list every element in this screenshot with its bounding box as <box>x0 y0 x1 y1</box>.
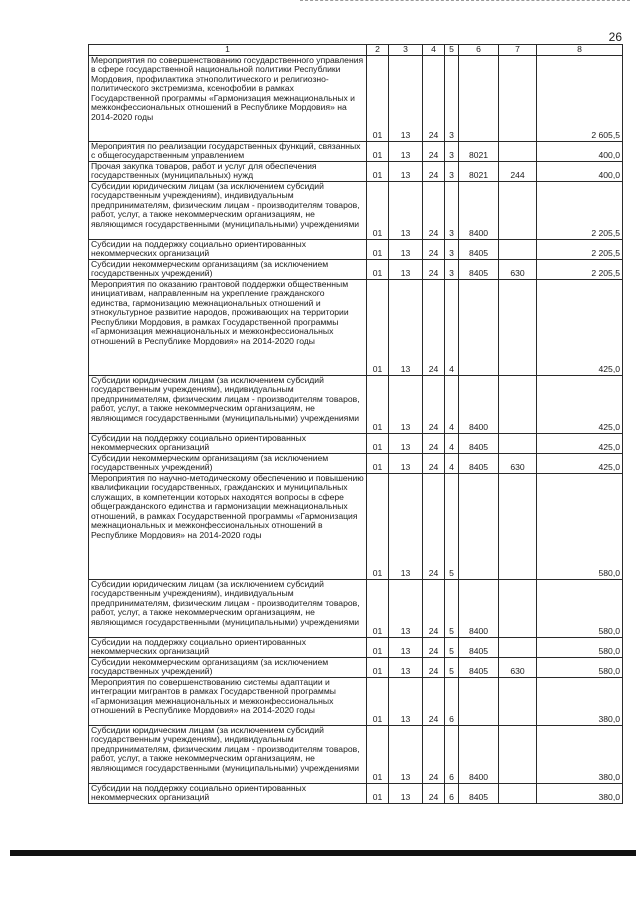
row-code-c7 <box>499 375 537 433</box>
row-code-c3: 13 <box>389 433 423 453</box>
row-code-c5: 4 <box>445 375 459 433</box>
table-row <box>89 239 623 259</box>
row-code-c7: 244 <box>499 161 537 181</box>
row-code-c3: 13 <box>389 453 423 473</box>
row-code-c7 <box>499 677 537 725</box>
row-description: Мероприятия по совершенствованию государственного управления в сфере государственной национальной политики Республики Мордовия, профилактика этнополитического и религиозно-политического экстремизма, ксенофобии в рамках Государственной программы «Гармонизация межнациональных и межконфессиональных отношений в Республике Мордовия» на 2014-2020 годы <box>89 55 367 141</box>
row-code-c6: 8021 <box>459 161 499 181</box>
header-cell: 8 <box>537 45 623 56</box>
header-cell: 3 <box>389 45 423 56</box>
table-row <box>89 579 623 637</box>
row-description: Мероприятия по оказанию грантовой поддержки общественным инициативам, направленным на укрепление гражданского единства, гармонизацию межнациональных отношений и этнокультурное развитие народов, проживающих на территории Республики Мордовия, в рамках Государственной программы «Гармонизация межнациональных и межконфессиональных отношений в Республике Мордовия» на 2014-2020 годы <box>89 279 367 375</box>
row-code-c3: 13 <box>389 677 423 725</box>
row-code-c3: 13 <box>389 141 423 161</box>
row-code-c3: 13 <box>389 725 423 783</box>
row-amount: 580,0 <box>537 473 623 579</box>
row-code-c7 <box>499 637 537 657</box>
row-description: Мероприятия по реализации государственных функций, связанных с общегосударственным управлением <box>89 141 367 161</box>
row-description: Субсидии юридическим лицам (за исключением субсидий государственным учреждениям), индивидуальным предпринимателям, физическим лицам - производителям товаров, работ, услуг, а также некоммерческим организациям, не являющимся государственными (муниципальными) учреждениями <box>89 725 367 783</box>
row-code-c5: 5 <box>445 657 459 677</box>
row-code-c5: 3 <box>445 181 459 239</box>
row-code-c5: 6 <box>445 783 459 803</box>
table-row <box>89 637 623 657</box>
row-code-c2: 01 <box>367 725 389 783</box>
row-code-c3: 13 <box>389 637 423 657</box>
row-code-c7 <box>499 279 537 375</box>
table-row <box>89 433 623 453</box>
row-code-c2: 01 <box>367 453 389 473</box>
header-cell: 6 <box>459 45 499 56</box>
row-description: Субсидии на поддержку социально ориентированных некоммерческих организаций <box>89 637 367 657</box>
row-code-c6: 8405 <box>459 433 499 453</box>
row-code-c7 <box>499 433 537 453</box>
row-code-c6 <box>459 677 499 725</box>
header-cell: 1 <box>89 45 367 56</box>
header-cell: 2 <box>367 45 389 56</box>
row-amount: 380,0 <box>537 725 623 783</box>
row-code-c5: 4 <box>445 453 459 473</box>
row-code-c2: 01 <box>367 637 389 657</box>
row-code-c2: 01 <box>367 181 389 239</box>
row-code-c6: 8400 <box>459 579 499 637</box>
row-code-c2: 01 <box>367 579 389 637</box>
row-amount: 400,0 <box>537 141 623 161</box>
row-code-c5: 3 <box>445 141 459 161</box>
row-code-c4: 24 <box>423 579 445 637</box>
table-row <box>89 141 623 161</box>
row-code-c2: 01 <box>367 783 389 803</box>
row-code-c5: 3 <box>445 55 459 141</box>
table-row <box>89 55 623 141</box>
row-code-c4: 24 <box>423 181 445 239</box>
row-code-c5: 5 <box>445 473 459 579</box>
header-row <box>89 45 623 56</box>
row-code-c3: 13 <box>389 473 423 579</box>
table-row <box>89 783 623 803</box>
row-description: Субсидии некоммерческим организациям (за исключением государственных учреждений) <box>89 657 367 677</box>
row-code-c6: 8400 <box>459 375 499 433</box>
row-code-c4: 24 <box>423 657 445 677</box>
row-code-c2: 01 <box>367 161 389 181</box>
row-code-c4: 24 <box>423 453 445 473</box>
row-code-c5: 5 <box>445 579 459 637</box>
row-code-c7 <box>499 783 537 803</box>
row-code-c4: 24 <box>423 239 445 259</box>
row-code-c7 <box>499 579 537 637</box>
row-code-c4: 24 <box>423 375 445 433</box>
row-code-c6: 8405 <box>459 453 499 473</box>
row-amount: 425,0 <box>537 433 623 453</box>
row-code-c3: 13 <box>389 375 423 433</box>
row-code-c3: 13 <box>389 579 423 637</box>
row-code-c3: 13 <box>389 783 423 803</box>
row-description: Субсидии некоммерческим организациям (за исключением государственных учреждений) <box>89 259 367 279</box>
scan-bottom-bar <box>10 850 636 856</box>
row-amount: 380,0 <box>537 783 623 803</box>
row-code-c7: 630 <box>499 657 537 677</box>
row-code-c2: 01 <box>367 239 389 259</box>
row-amount: 580,0 <box>537 637 623 657</box>
row-code-c2: 01 <box>367 259 389 279</box>
row-amount: 425,0 <box>537 279 623 375</box>
row-code-c6: 8405 <box>459 657 499 677</box>
row-code-c4: 24 <box>423 141 445 161</box>
row-code-c6: 8405 <box>459 239 499 259</box>
row-code-c6: 8405 <box>459 637 499 657</box>
row-code-c4: 24 <box>423 637 445 657</box>
row-code-c7 <box>499 181 537 239</box>
row-code-c2: 01 <box>367 657 389 677</box>
row-code-c5: 5 <box>445 637 459 657</box>
page-number: 26 <box>608 30 622 44</box>
row-description: Субсидии некоммерческим организациям (за исключением государственных учреждений) <box>89 453 367 473</box>
row-code-c6: 8021 <box>459 141 499 161</box>
row-code-c6: 8400 <box>459 725 499 783</box>
row-code-c4: 24 <box>423 55 445 141</box>
row-code-c4: 24 <box>423 725 445 783</box>
budget-table <box>88 44 623 804</box>
table-row <box>89 677 623 725</box>
header-cell: 5 <box>445 45 459 56</box>
row-code-c6 <box>459 55 499 141</box>
table-row <box>89 259 623 279</box>
row-code-c2: 01 <box>367 433 389 453</box>
row-code-c6 <box>459 279 499 375</box>
scan-artifact-line <box>300 0 630 2</box>
row-code-c7 <box>499 141 537 161</box>
row-code-c5: 6 <box>445 725 459 783</box>
row-code-c2: 01 <box>367 473 389 579</box>
row-code-c3: 13 <box>389 259 423 279</box>
row-code-c2: 01 <box>367 55 389 141</box>
row-code-c4: 24 <box>423 473 445 579</box>
row-code-c7 <box>499 239 537 259</box>
row-code-c4: 24 <box>423 279 445 375</box>
table-row <box>89 375 623 433</box>
row-description: Субсидии юридическим лицам (за исключением субсидий государственным учреждениям), индивидуальным предпринимателям, физическим лицам - производителям товаров, работ, услуг, а также некоммерческим организациям, не являющимся государственными (муниципальными) учреждениями <box>89 181 367 239</box>
row-amount: 425,0 <box>537 375 623 433</box>
header-cell: 7 <box>499 45 537 56</box>
row-amount: 2 205,5 <box>537 259 623 279</box>
table-row <box>89 657 623 677</box>
row-amount: 580,0 <box>537 657 623 677</box>
row-code-c3: 13 <box>389 181 423 239</box>
row-code-c5: 6 <box>445 677 459 725</box>
row-code-c3: 13 <box>389 161 423 181</box>
row-code-c4: 24 <box>423 259 445 279</box>
row-code-c7: 630 <box>499 453 537 473</box>
row-code-c6: 8405 <box>459 783 499 803</box>
row-description: Субсидии на поддержку социально ориентированных некоммерческих организаций <box>89 239 367 259</box>
row-description: Мероприятия по совершенствованию системы адаптации и интеграции мигрантов в рамках Государственной программы «Гармонизация межнациональных и межконфессиональных отношений в Республике Мордовия» на 2014-2020 годы <box>89 677 367 725</box>
row-code-c4: 24 <box>423 161 445 181</box>
row-amount: 2 205,5 <box>537 239 623 259</box>
row-code-c2: 01 <box>367 677 389 725</box>
row-code-c3: 13 <box>389 239 423 259</box>
row-code-c7 <box>499 55 537 141</box>
row-code-c3: 13 <box>389 657 423 677</box>
row-amount: 380,0 <box>537 677 623 725</box>
row-description: Субсидии на поддержку социально ориентированных некоммерческих организаций <box>89 433 367 453</box>
row-description: Субсидии юридическим лицам (за исключением субсидий государственным учреждениям), индивидуальным предпринимателям, физическим лицам - производителям товаров, работ, услуг, а также некоммерческим организациям, не являющимся государственными (муниципальными) учреждениями <box>89 375 367 433</box>
row-description: Мероприятия по научно-методическому обеспечению и повышению квалификации государственных, гражданских и муниципальных служащих, в компетенции которых находятся вопросы в сфере общегражданского единства и гармонизации межнациональных отношений, в рамках Государственной программы «Гармонизация межнациональных и межконфессиональных отношений в Республике Мордовия» на 2014-2020 годы <box>89 473 367 579</box>
row-amount: 2 605,5 <box>537 55 623 141</box>
row-code-c6 <box>459 473 499 579</box>
row-code-c3: 13 <box>389 279 423 375</box>
row-description: Субсидии юридическим лицам (за исключением субсидий государственным учреждениям), индивидуальным предпринимателям, физическим лицам - производителям товаров, работ, услуг, а также некоммерческим организациям, не являющимся государственными (муниципальными) учреждениями <box>89 579 367 637</box>
row-description: Субсидии на поддержку социально ориентированных некоммерческих организаций <box>89 783 367 803</box>
row-amount: 580,0 <box>537 579 623 637</box>
row-code-c7: 630 <box>499 259 537 279</box>
row-code-c2: 01 <box>367 375 389 433</box>
row-amount: 400,0 <box>537 161 623 181</box>
row-amount: 425,0 <box>537 453 623 473</box>
row-code-c5: 3 <box>445 259 459 279</box>
row-code-c2: 01 <box>367 141 389 161</box>
header-cell: 4 <box>423 45 445 56</box>
row-code-c2: 01 <box>367 279 389 375</box>
row-code-c3: 13 <box>389 55 423 141</box>
row-code-c7 <box>499 725 537 783</box>
row-code-c4: 24 <box>423 433 445 453</box>
table-row <box>89 725 623 783</box>
row-code-c6: 8405 <box>459 259 499 279</box>
row-code-c4: 24 <box>423 677 445 725</box>
row-code-c5: 4 <box>445 433 459 453</box>
table-row <box>89 181 623 239</box>
table-row <box>89 453 623 473</box>
row-code-c5: 4 <box>445 279 459 375</box>
row-code-c5: 3 <box>445 239 459 259</box>
row-description: Прочая закупка товаров, работ и услуг для обеспечения государственных (муниципальных) нужд <box>89 161 367 181</box>
table-row <box>89 279 623 375</box>
row-code-c4: 24 <box>423 783 445 803</box>
row-amount: 2 205,5 <box>537 181 623 239</box>
table-row <box>89 161 623 181</box>
table-row <box>89 473 623 579</box>
row-code-c6: 8400 <box>459 181 499 239</box>
row-code-c7 <box>499 473 537 579</box>
row-code-c5: 3 <box>445 161 459 181</box>
